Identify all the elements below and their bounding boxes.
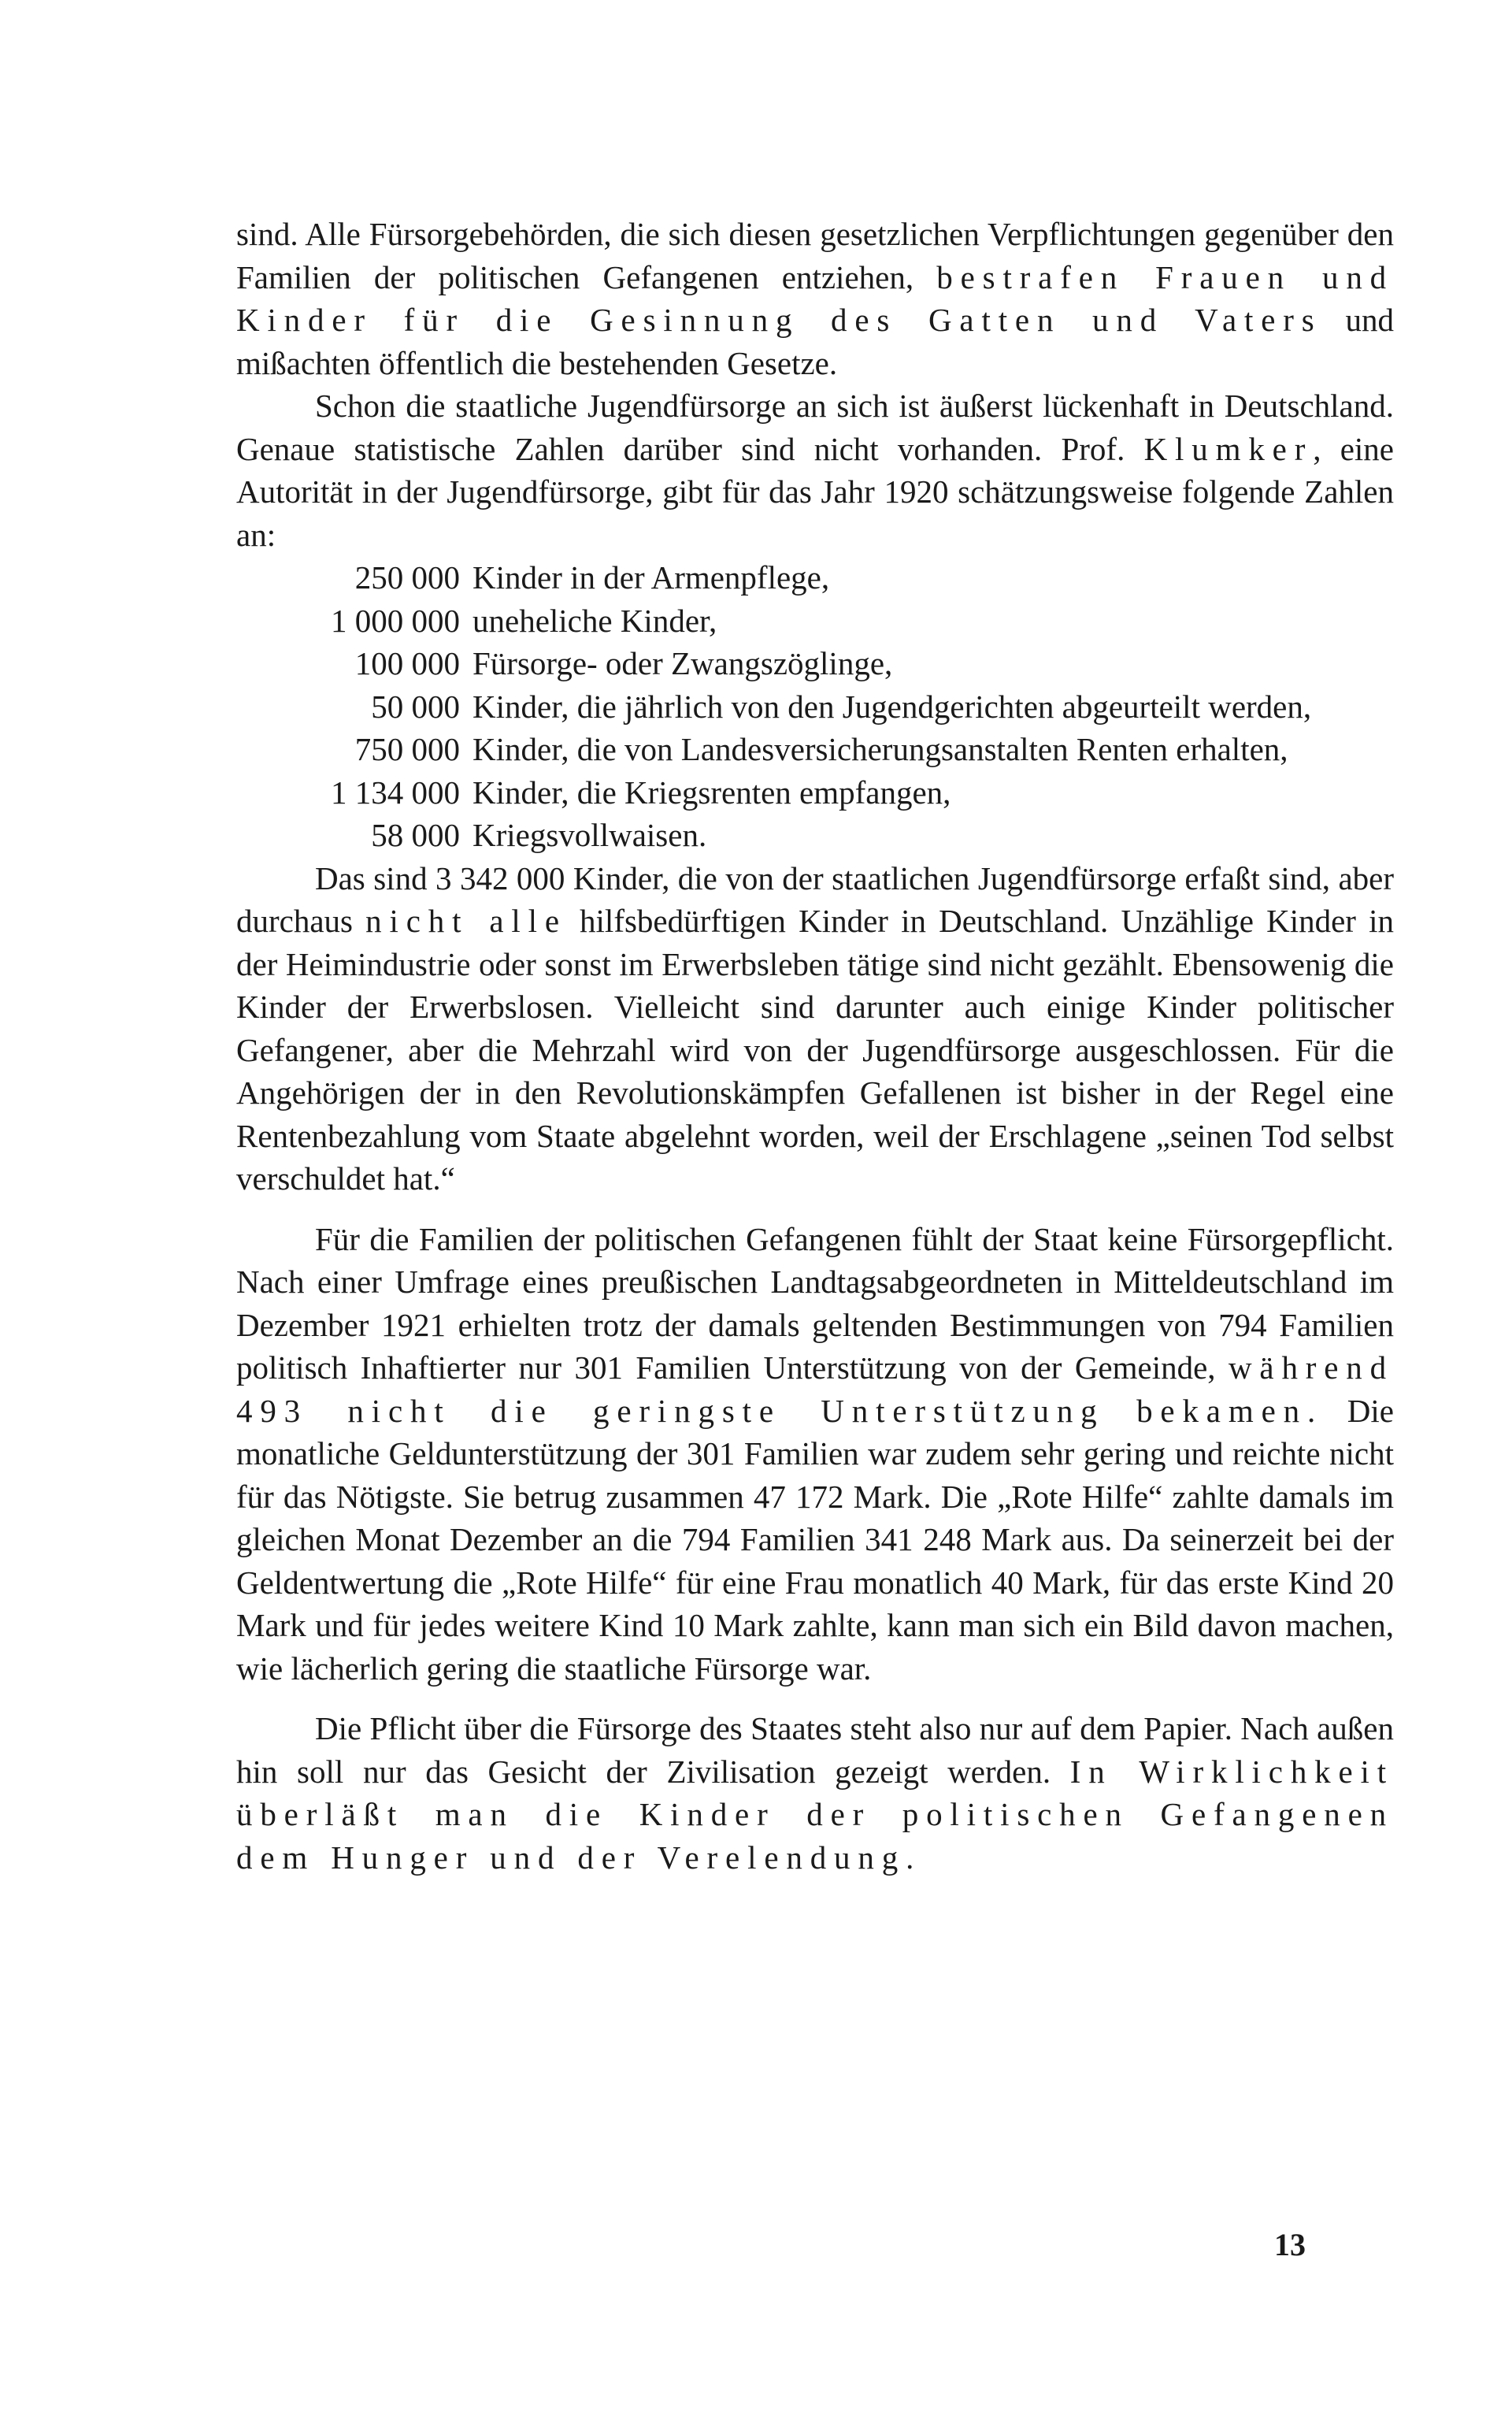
statistic-row [236, 814, 1394, 857]
statistic-number: 1 134 000 [331, 774, 460, 811]
text-segment: . [906, 1839, 914, 1876]
statistic-number: 1 000 000 [331, 602, 460, 639]
paragraph-jugendfuersorge [236, 384, 1394, 556]
statistic-description: Kinder, die Kriegsrenten empfangen, [472, 774, 951, 811]
text-segment: Für die Familien der politischen Gefangenen fühlt der Staat keine Fürsorgepflicht. Nach einer Umfrage eines preußischen Landtagsabgeordneten in Mitteldeutschland im Dezember 1921 erhielten trotz der damals geltenden Bestimmungen von 794 Familien politisch Inhaftierter nur 301 Familien Unterstützung von der Gemeinde, [236, 1220, 1394, 1386]
statistic-number: 50 000 [371, 688, 460, 725]
text-segment: Schon die staatliche Jugendfürsorge an sich ist äußerst lückenhaft in Deutschland. Genaue statistische Zahlen darüber sind nicht vorhanden. Prof. [236, 388, 1394, 467]
text-segment: , eine Autorität in der Jugendfürsorge, gibt für das Jahr 1920 schätzungsweise folgende Zahlen an: [236, 430, 1394, 553]
text-segment: . Die monatliche Geldunterstützung der 301 Familien war zudem sehr gering und reichte nicht für das Nötigste. Sie betrug zusammen 47 172 Mark. Die „Rote Hilfe“ zahlte damals im gleichen Monat Dezember an die 794 Familien 341 248 Mark aus. Da seinerzeit bei der Geldentwertung die „Rote Hilfe“ für eine Frau monatlich 40 Mark, für das erste Kind 20 Mark und für jedes weitere Kind 10 Mark zahlte, kann man sich ein Bild davon machen, wie lächerlich gering die staatliche Fürsorge war. [236, 1392, 1394, 1687]
text-segment: Die Pflicht über die Fürsorge des Staates steht also nur auf dem Papier. Nach außen hin soll nur das Gesicht der Zivilisation gezeigt werden. [236, 1710, 1394, 1790]
statistic-number: 750 000 [354, 731, 460, 767]
statistic-description: Fürsorge- oder Zwangszöglinge, [472, 645, 893, 681]
page-number: 13 [1274, 2227, 1306, 2262]
statistic-row [236, 556, 1394, 599]
statistic-row [236, 599, 1394, 643]
statistic-row [236, 771, 1394, 815]
emphasized-text: bekamen [1136, 1392, 1307, 1429]
statistic-number: 58 000 [371, 817, 460, 853]
emphasized-text: nicht alle [365, 903, 567, 939]
statistic-description: uneheliche Kinder, [472, 602, 717, 639]
statistics-list [236, 556, 1394, 857]
emphasized-text: Klumker [1143, 430, 1314, 467]
paragraph-familien [236, 1218, 1394, 1690]
emphasized-text: In Wirklichkeit überläßt man die Kinder der politischen Gefangenen dem Hunger und der Verelendung [236, 1753, 1394, 1876]
statistic-description: Kinder, die jährlich von den Jugendgerichten abgeurteilt werden, [472, 688, 1312, 725]
statistic-row [236, 685, 1394, 729]
statistic-description: Kriegsvollwaisen. [472, 817, 707, 853]
statistic-number: 250 000 [354, 559, 460, 596]
text-segment [1105, 1393, 1137, 1429]
paragraph-summary [236, 857, 1394, 1201]
statistic-description: Kinder, die von Landesversicherungsanstalten Renten erhalten, [472, 731, 1288, 767]
emphasized-text: bestrafen Frauen und Kinder für die Gesinnung des Gatten und Vaters [236, 258, 1395, 338]
statistic-description: Kinder in der Armenpflege, [472, 559, 830, 596]
statistic-row [236, 728, 1394, 771]
emphasized-text: während 493 nicht die geringste Unterstützung [236, 1349, 1394, 1429]
text-segment: hilfsbedürftigen Kinder in Deutschland. Unzählige Kinder in der Heimindustrie oder sonst im Erwerbsleben tätige sind nicht gezählt. Ebensowenig die Kinder der Erwerbslosen. Vielleicht sind darunter auch einige Kinder politischer Gefangener, aber die Mehrzahl wird von der Jugendfürsorge ausgeschlossen. Für die Angehörigen der in den Revolutionskämpfen Gefallenen ist bisher in der Regel eine Rentenbezahlung vom Staate abgelehnt worden, weil der Erschlagene „seinen Tod selbst verschuldet hat.“ [236, 903, 1394, 1197]
text-segment: und mißachten öffentlich die bestehenden Gesetze. [236, 302, 1395, 381]
text-segment: sind. Alle Fürsorgebehörden, die sich diesen gesetzlichen Verpflichtungen gegenüber den Familien der politischen Gefangenen entziehen, [236, 216, 1394, 295]
statistic-number: 100 000 [354, 645, 460, 681]
text-segment: Das sind 3 342 000 Kinder, die von der staatlichen Jugendfürsorge erfaßt sind, aber durchaus [236, 859, 1394, 939]
page-body [236, 213, 1394, 1879]
paragraph-conclusion [236, 1707, 1394, 1879]
statistic-row [236, 642, 1394, 685]
paragraph-intro [236, 213, 1394, 384]
